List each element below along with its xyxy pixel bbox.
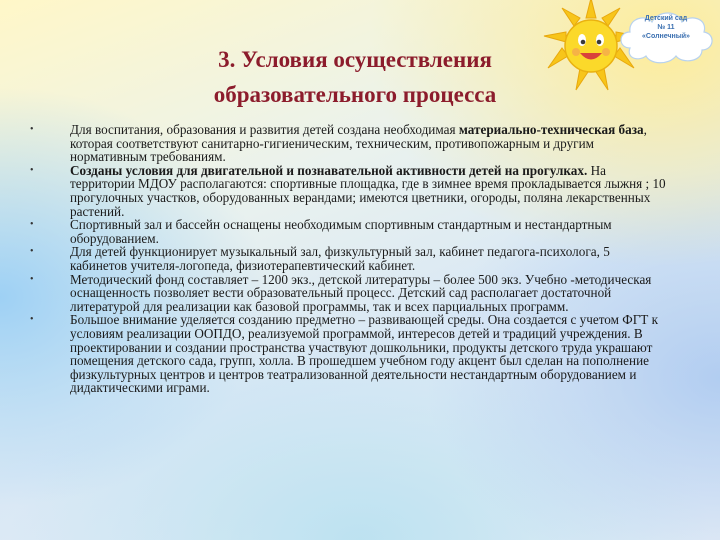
item-text-continued: На территории МДОУ располагаются: спортивные площадка, где в зимнее время прокладывается лыжня ; 10 прогулочных участков, оборудованных верандами; имеются цветники, огороды, поляна лекарственных растений.: [70, 162, 666, 219]
item-text: Спортивный зал и бассейн оснащены необходимым спортивным стандартным и нестандартным оборудованием.: [70, 217, 612, 246]
bullet-icon: •: [30, 314, 34, 326]
bullet-icon: •: [30, 164, 34, 176]
list-item: [30, 273, 670, 314]
bullet-icon: •: [30, 273, 34, 285]
item-text: Методический фонд составляет – 1200 экз., детской литературы – более 500 экз. Учебно -методическая оснащенность позволяет вести образовательный процесс. Детский сад располагает достаточной литературой для реализации как базовой программы, так и всех парциальных программ.: [70, 271, 652, 314]
list-item: [30, 245, 670, 272]
item-bold-text: Созданы условия для двигательной и познавательной активности детей на прогулках.: [70, 162, 588, 178]
item-text-continued: , которая соответствуют санитарно-гигиеническим, техническим, противопожарным и другим нормативным требованиям.: [70, 122, 647, 165]
bullet-icon: •: [30, 219, 34, 231]
slide-title-line-1: 3. Условия осуществления: [218, 47, 492, 72]
slide-title: [120, 42, 590, 112]
logo-line-3: «Солнечный»: [642, 33, 690, 40]
list-item: [30, 164, 670, 218]
conditions-list: [30, 123, 670, 395]
item-text: Для детей функционирует музыкальный зал, физкультурный зал, кабинет педагога-психолога, 5 кабинетов учителя-логопеда, физиотерапевтический кабинет.: [70, 244, 610, 273]
slide-title-line-2: образовательного процесса: [213, 82, 497, 107]
list-item: [30, 313, 670, 395]
list-item: [30, 218, 670, 245]
item-text: Для воспитания, образования и развития детей создана необходимая: [70, 122, 459, 137]
logo-line-1: Детский сад: [644, 15, 688, 22]
bullet-icon: •: [30, 246, 34, 258]
kindergarten-logo-text: [616, 14, 716, 41]
logo-line-2: № 11: [657, 24, 675, 31]
list-item: [30, 123, 670, 164]
item-text: Большое внимание уделяется созданию предметно – развивающей среды. Она создается с учетом ФГТ к условиям реализации ООПДО, реализуемой программой, интересов детей и традиций учреждения. В проектировании и создании пространства участвуют дошкольники, продукты детского труда украшают помещения детского сада, групп, холла. В прошедшем учебном году акцент был сделан на пополнение физкультурных центров и центров театрализованной деятельности нестандартным оборудованием и дидактическими играми.: [70, 312, 659, 396]
bullet-icon: •: [30, 124, 34, 135]
item-bold-text: материально-техническая база: [458, 122, 644, 137]
